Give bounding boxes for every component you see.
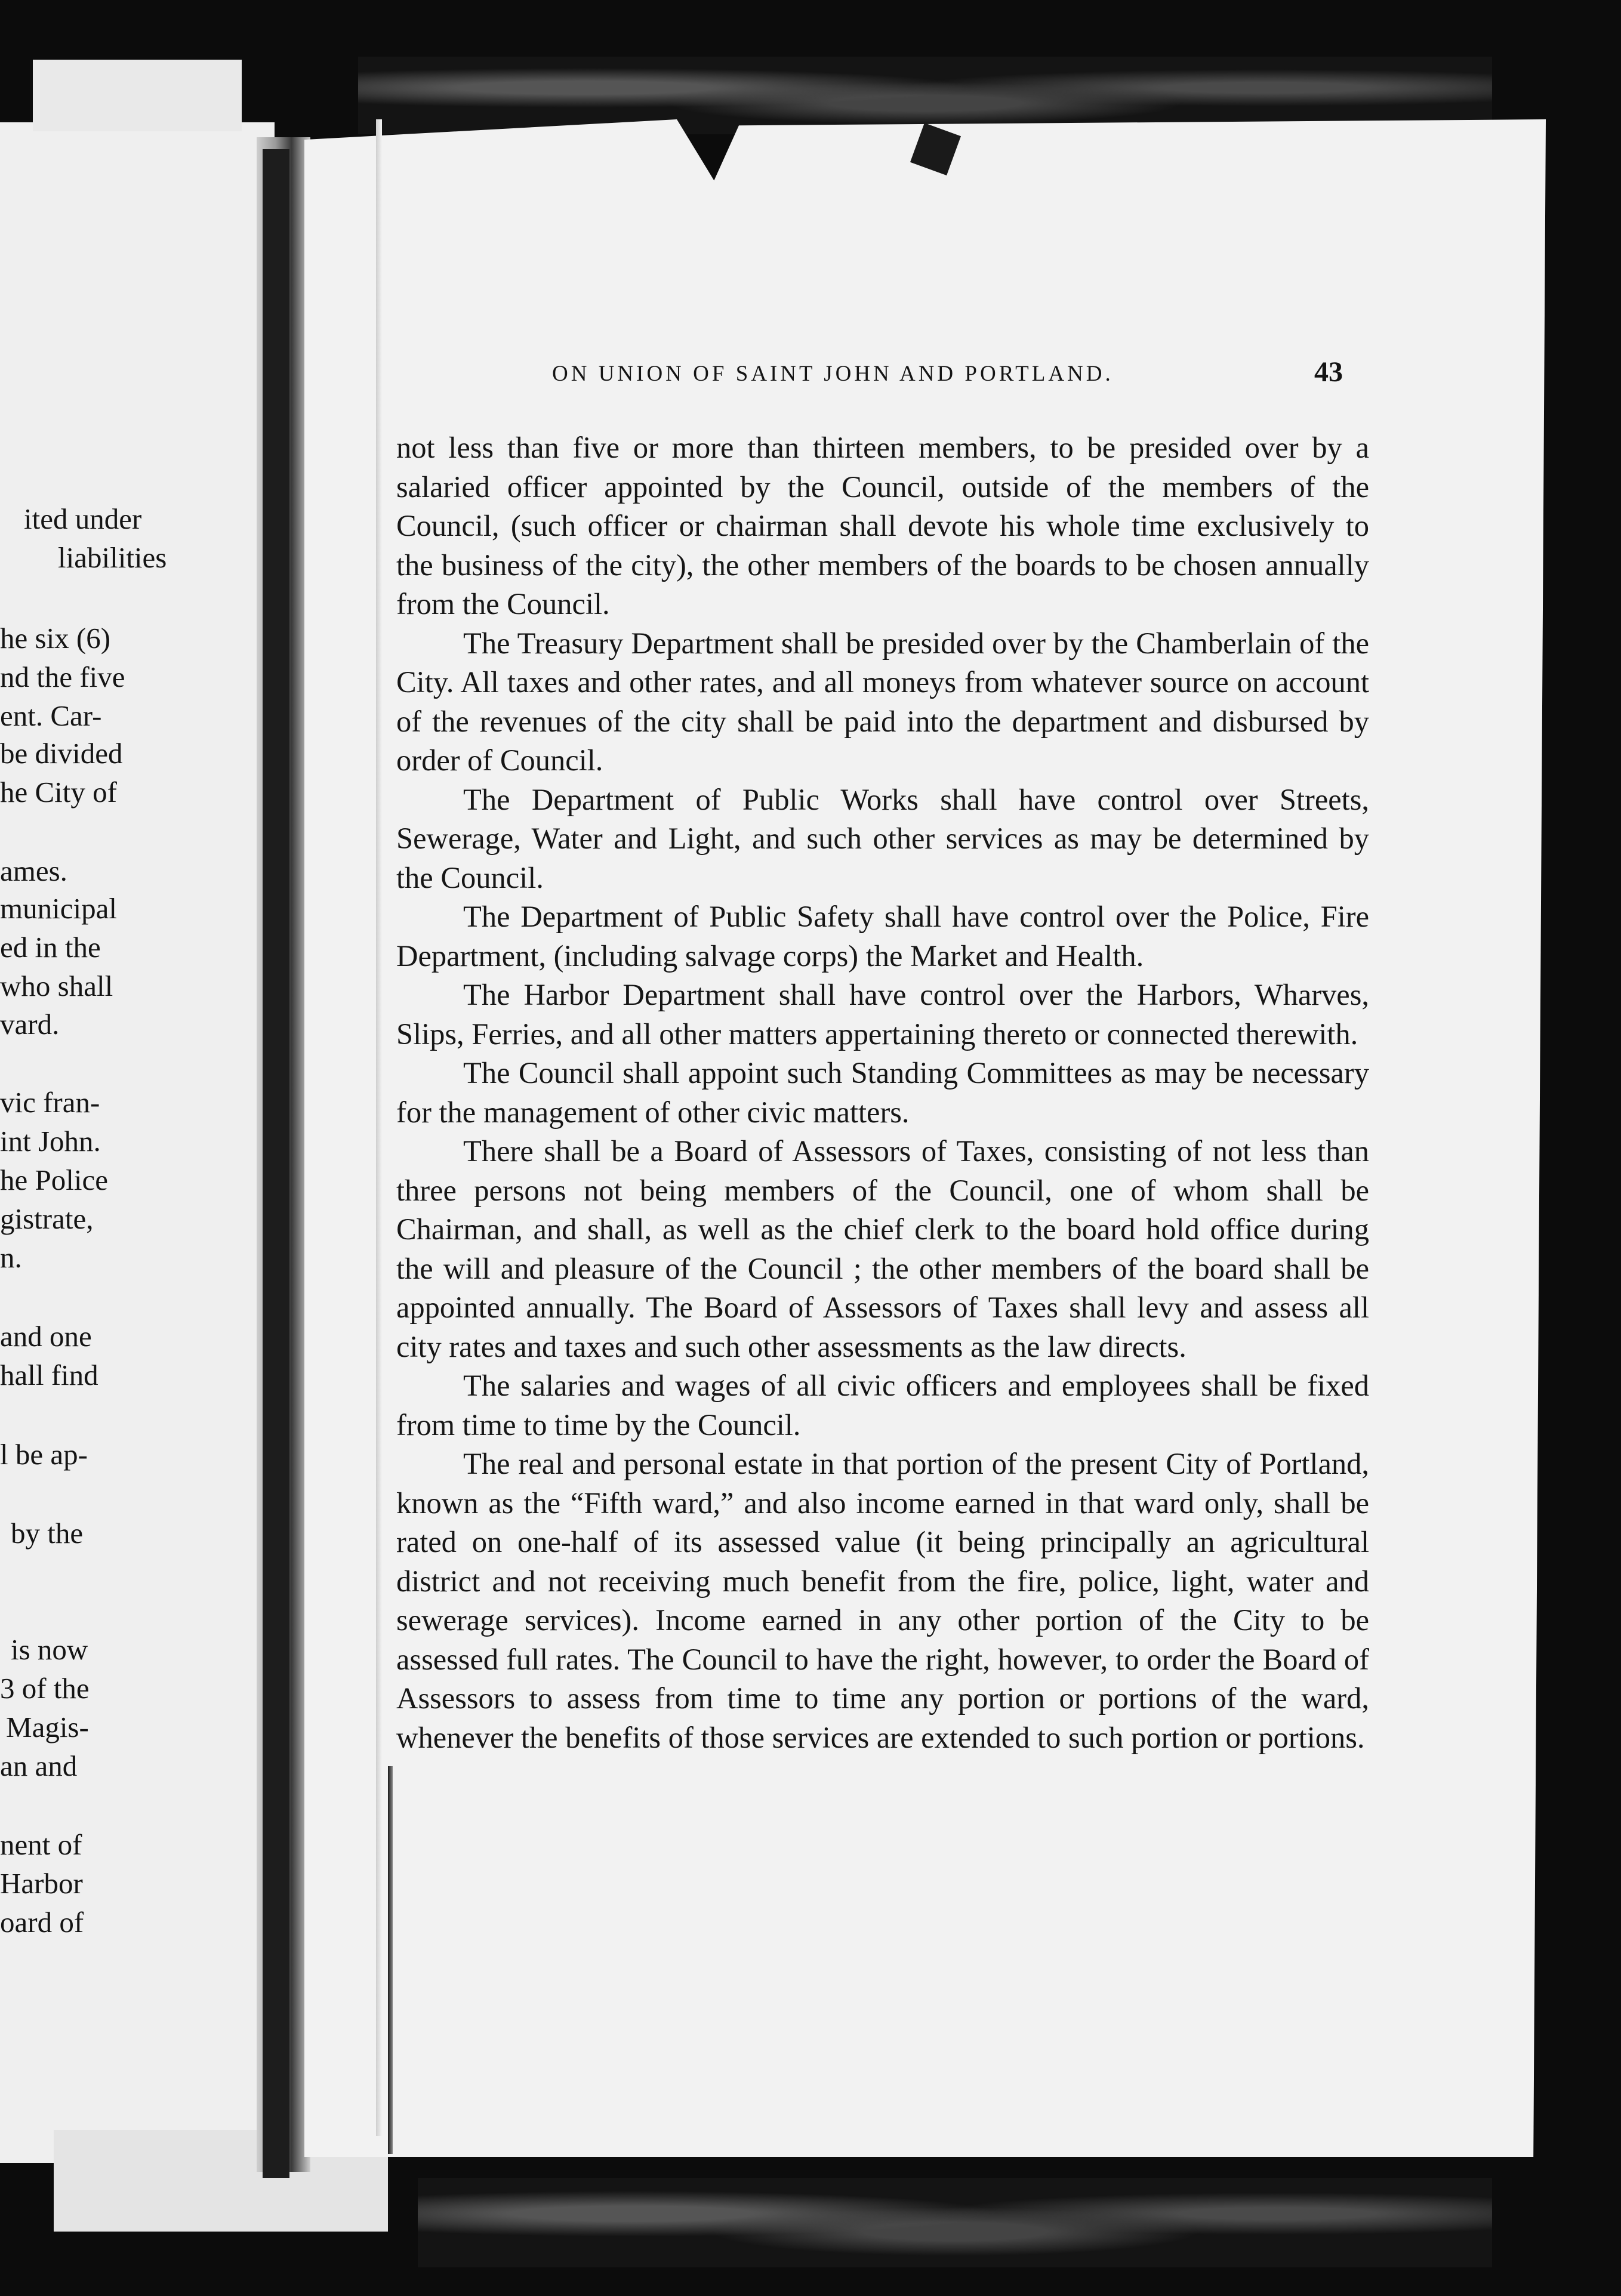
left-fragment: ed in the — [0, 931, 101, 964]
left-fragment: nd the five — [0, 661, 125, 693]
left-fragment: ames. — [0, 854, 67, 887]
background-fabric-bottom — [418, 2178, 1492, 2267]
left-fragment: Magis- — [6, 1711, 89, 1743]
left-fragment: an and — [0, 1749, 78, 1782]
left-page-torn-corner — [33, 60, 242, 131]
left-fragment: liabilities — [58, 541, 167, 574]
left-fragment: be divided — [0, 737, 123, 770]
left-fragment: is now — [11, 1633, 88, 1666]
paragraph: The Department of Public Works shall have control over Streets, Sewerage, Water and Light, and such other services as may be determined by the Council. — [396, 782, 1369, 894]
left-fragment: he Police — [0, 1164, 108, 1196]
paragraph: The Department of Public Safety shall have control over the Police, Fire Department, (including salvage corps) the Market and Health. — [396, 900, 1369, 973]
running-title: ON UNION OF SAINT JOHN AND PORTLAND. — [552, 362, 1114, 386]
left-fragment: gistrate, — [0, 1202, 94, 1235]
paragraph: The Harbor Department shall have control over the Harbors, Wharves, Slips, Ferries, and all other matters appertaining thereto or connected therewith. — [396, 978, 1369, 1051]
left-fragment: ent. Car- — [0, 699, 102, 732]
page-tear-crease — [388, 1766, 393, 2154]
paragraph: The Treasury Department shall be presided over by the Chamberlain of the City. All taxes and other rates, and all moneys from whatever source on account of the revenues of the city shall be paid into the department and disbursed by order of Council. — [396, 626, 1369, 777]
page-fold-shadow — [376, 119, 382, 2136]
page-body-text — [396, 428, 1369, 1757]
left-fragment: by the — [11, 1517, 84, 1550]
left-fragment: hall find — [0, 1359, 98, 1391]
gutter-shadow — [263, 149, 289, 2178]
left-fragment: he City of — [0, 776, 117, 808]
left-fragment: municipal — [0, 892, 117, 925]
left-fragment: l be ap- — [0, 1438, 88, 1471]
paragraph: There shall be a Board of Assessors of Taxes, consisting of not less than three persons not being members of the Council, one of whom shall be Chairman, and shall, as well as the chief clerk to the board hold office during the will and pleasure of the Council ; the other members of the board shall be appointed annually. The Board of Assessors of Taxes shall levy and assess all city rates and taxes and such other assessments as the law directs. — [396, 1134, 1369, 1363]
left-fragment: and one — [0, 1320, 92, 1353]
left-fragment: Harbor — [0, 1867, 83, 1900]
left-fragment: int John. — [0, 1125, 101, 1158]
left-fragment: vic fran- — [0, 1086, 100, 1119]
page-number: 43 — [1314, 356, 1343, 388]
left-fragment: he six (6) — [0, 622, 111, 655]
left-fragment: vard. — [0, 1008, 60, 1041]
paragraph: The real and personal estate in that portion of the present City of Portland, known as the “Fifth ward,” and also income earned in that ward only, shall be rated on one-half of its assessed value (it being principally an agricultural district and not receiving much benefit from the fire, police, light, water and sewerage services). Income earned in any other portion of the City to be assessed full rates. The Council to have the right, however, to order the Board of Assessors to assess from time to time any portion or portions of the ward, whenever the benefits of those services are extended to such portion or portions. — [396, 1447, 1369, 1754]
left-fragment: oard of — [0, 1906, 84, 1939]
paragraph: The salaries and wages of all civic officers and employees shall be fixed from time to time by the Council. — [396, 1369, 1369, 1442]
paragraph: not less than five or more than thirteen members, to be presided over by a salaried officer appointed by the Council, outside of the members of the Council, (such officer or chairman shall devote his whole time exclusively to the business of the city), the other members of the boards to be chosen annually from the Council. — [396, 431, 1369, 621]
left-fragment: ited under — [24, 502, 142, 535]
left-fragment: n. — [0, 1241, 22, 1274]
left-fragment: 3 of the — [0, 1672, 90, 1705]
left-fragment: nent of — [0, 1828, 82, 1861]
paragraph: The Council shall appoint such Standing Committees as may be necessary for the management of other civic matters. — [396, 1056, 1369, 1129]
left-fragment: who shall — [0, 970, 113, 1002]
